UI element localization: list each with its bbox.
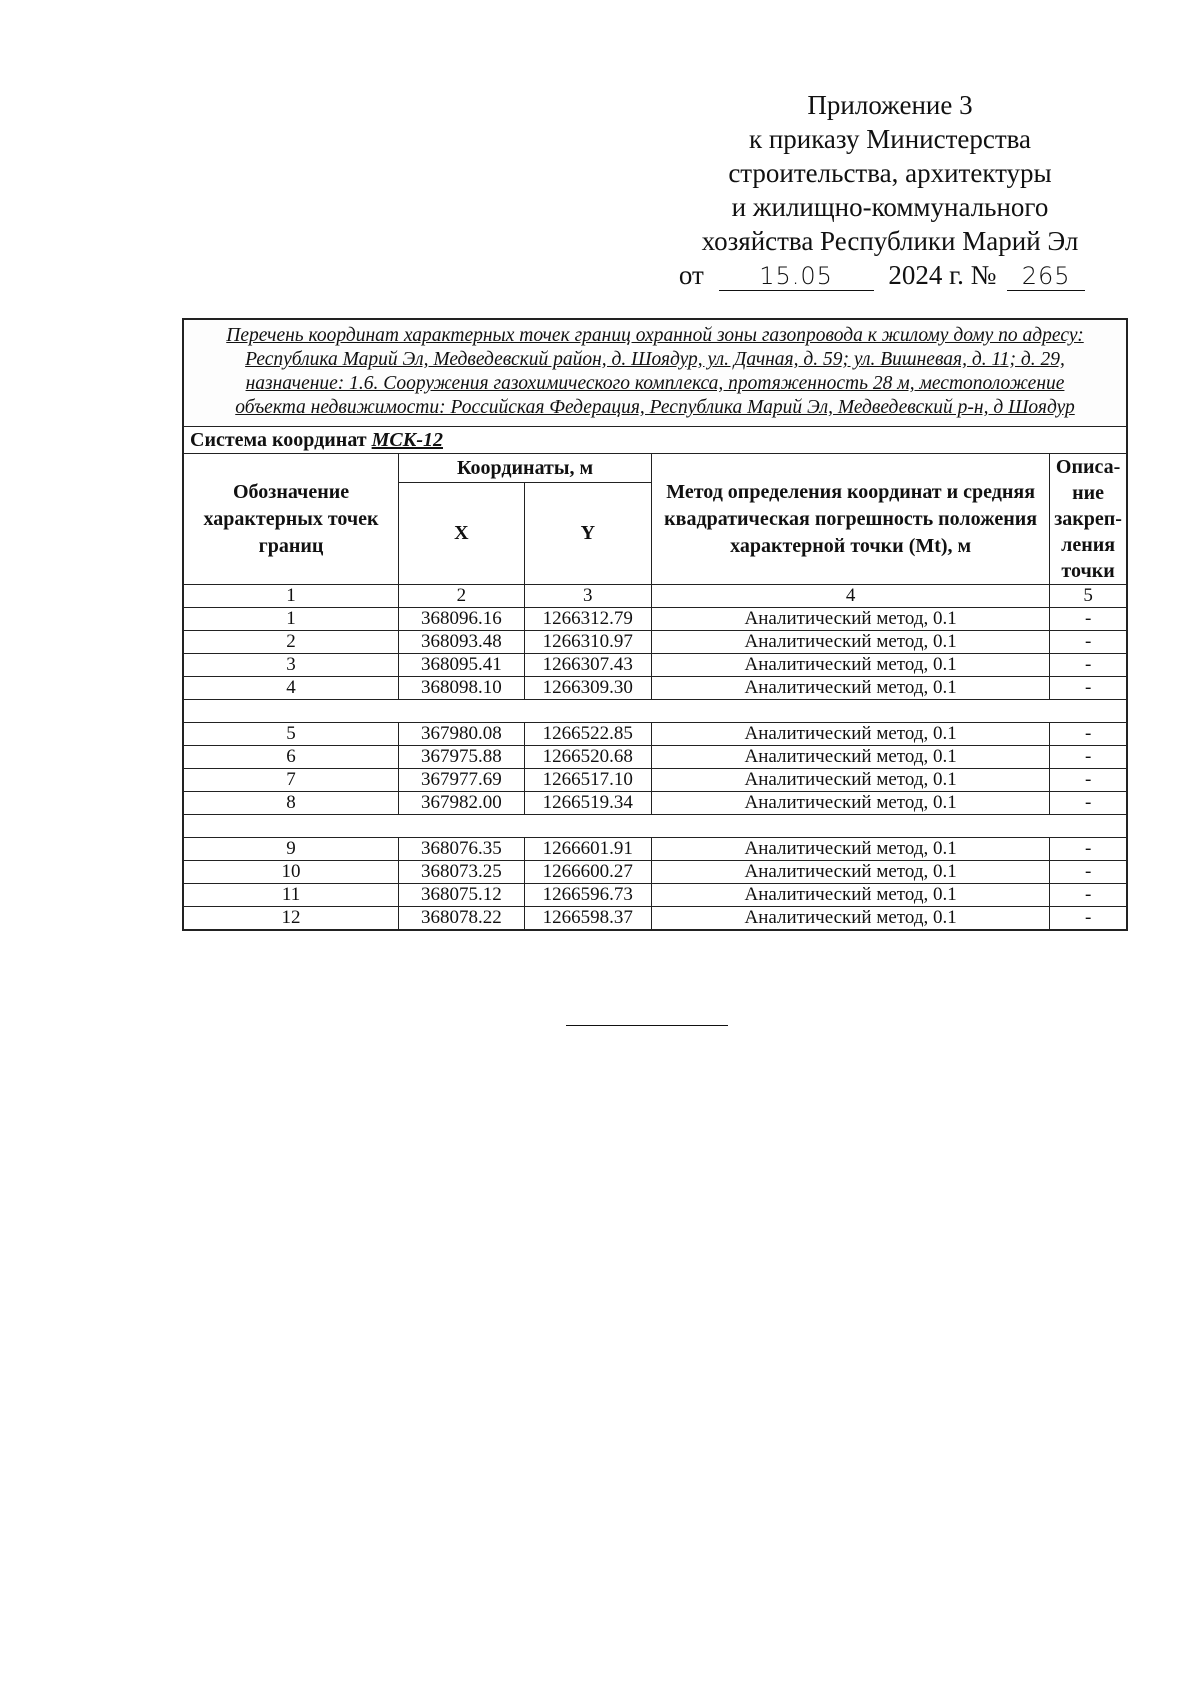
cell-description: - xyxy=(1050,792,1127,815)
cell-description: - xyxy=(1050,769,1127,792)
cell-y: 1266517.10 xyxy=(524,769,652,792)
table-row xyxy=(183,677,1127,700)
cell-y: 1266520.68 xyxy=(524,746,652,769)
header-coordinates: Координаты, м xyxy=(399,454,652,483)
cell-method: Аналитический метод, 0.1 xyxy=(652,631,1050,654)
header-y: Y xyxy=(524,483,652,585)
cell-method: Аналитический метод, 0.1 xyxy=(652,792,1050,815)
cell-x: 367977.69 xyxy=(399,769,524,792)
appendix-line-2: к приказу Министерства xyxy=(748,124,1032,154)
coordinate-system-name: МСК-12 xyxy=(371,428,443,451)
cell-point: 9 xyxy=(183,838,399,861)
cell-description: - xyxy=(1050,884,1127,907)
cell-x: 368073.25 xyxy=(399,861,524,884)
coordinate-system-row xyxy=(183,427,1127,454)
table-row xyxy=(183,792,1127,815)
table-row xyxy=(183,608,1127,631)
cell-x: 368098.10 xyxy=(399,677,524,700)
table-row xyxy=(183,654,1127,677)
cell-description: - xyxy=(1050,677,1127,700)
header-method: Метод определения координат и средняя квадратическая погрешность положения характерной точки (Mt), м xyxy=(652,454,1050,585)
cell-description: - xyxy=(1050,746,1127,769)
cell-method: Аналитический метод, 0.1 xyxy=(652,608,1050,631)
cell-description: - xyxy=(1050,608,1127,631)
table-row xyxy=(183,769,1127,792)
cell-x: 368076.35 xyxy=(399,838,524,861)
cell-x: 367982.00 xyxy=(399,792,524,815)
table-row xyxy=(183,907,1127,931)
cell-y: 1266310.97 xyxy=(524,631,652,654)
cell-x: 367975.88 xyxy=(399,746,524,769)
table-row xyxy=(183,838,1127,861)
cell-point: 6 xyxy=(183,746,399,769)
cell-x: 368095.41 xyxy=(399,654,524,677)
cell-y: 1266598.37 xyxy=(524,907,652,931)
column-number: 2 xyxy=(399,585,524,608)
cell-point: 12 xyxy=(183,907,399,931)
order-date-line xyxy=(624,258,1140,292)
cell-method: Аналитический метод, 0.1 xyxy=(652,884,1050,907)
cell-method: Аналитический метод, 0.1 xyxy=(652,723,1050,746)
cell-description: - xyxy=(1050,654,1127,677)
closing-divider-line xyxy=(566,1025,728,1026)
cell-method: Аналитический метод, 0.1 xyxy=(652,861,1050,884)
cell-point: 10 xyxy=(183,861,399,884)
cell-point: 8 xyxy=(183,792,399,815)
appendix-line-3: строительства, архитектуры xyxy=(728,158,1052,188)
separator-cell xyxy=(183,700,1127,723)
table-row xyxy=(183,884,1127,907)
cell-x: 368093.48 xyxy=(399,631,524,654)
cell-method: Аналитический метод, 0.1 xyxy=(652,907,1050,931)
cell-point: 1 xyxy=(183,608,399,631)
cell-method: Аналитический метод, 0.1 xyxy=(652,769,1050,792)
cell-point: 11 xyxy=(183,884,399,907)
cell-description: - xyxy=(1050,723,1127,746)
table-caption: Перечень координат характерных точек границ охранной зоны газопровода к жилому дому по адресу: Республика Марий Эл, Медведевский район, д. Шоядур, ул. Дачная, д. 59; ул. Вишневая, д. 11; д. 29, назначение: 1.6. Сооружения газохимического комплекса, протяженность 28 м, местоположение объекта недвижимости: Российская Федерация, Республика Марий Эл, Медведевский р-н, д Шоядур xyxy=(183,319,1127,427)
column-number: 3 xyxy=(524,585,652,608)
coordinates-table xyxy=(182,318,1128,931)
cell-method: Аналитический метод, 0.1 xyxy=(652,654,1050,677)
table-row xyxy=(183,861,1127,884)
cell-y: 1266601.91 xyxy=(524,838,652,861)
column-number: 4 xyxy=(652,585,1050,608)
cell-y: 1266596.73 xyxy=(524,884,652,907)
header-description: Описа-ние закреп-ления точки xyxy=(1050,454,1127,585)
table-row xyxy=(183,631,1127,654)
header-designation: Обозначение характерных точек границ xyxy=(183,454,399,585)
column-number: 5 xyxy=(1050,585,1127,608)
cell-point: 4 xyxy=(183,677,399,700)
cell-y: 1266522.85 xyxy=(524,723,652,746)
cell-y: 1266519.34 xyxy=(524,792,652,815)
cell-method: Аналитический метод, 0.1 xyxy=(652,838,1050,861)
cell-point: 3 xyxy=(183,654,399,677)
handwritten-date: 15.05 xyxy=(719,262,874,291)
appendix-line-4: и жилищно-коммунального xyxy=(731,192,1049,222)
cell-x: 368078.22 xyxy=(399,907,524,931)
group-separator-row xyxy=(183,815,1127,838)
column-number-row xyxy=(183,585,1127,608)
cell-point: 2 xyxy=(183,631,399,654)
cell-description: - xyxy=(1050,631,1127,654)
cell-y: 1266312.79 xyxy=(524,608,652,631)
column-number: 1 xyxy=(183,585,399,608)
order-year: 2024 г. № xyxy=(888,260,997,290)
cell-y: 1266307.43 xyxy=(524,654,652,677)
cell-x: 368096.16 xyxy=(399,608,524,631)
coordinate-system-label: Система координат xyxy=(190,428,367,451)
cell-y: 1266600.27 xyxy=(524,861,652,884)
cell-description: - xyxy=(1050,861,1127,884)
cell-point: 5 xyxy=(183,723,399,746)
appendix-line-1: Приложение 3 xyxy=(807,90,973,120)
cell-method: Аналитический метод, 0.1 xyxy=(652,746,1050,769)
table-row xyxy=(183,746,1127,769)
cell-description: - xyxy=(1050,907,1127,931)
cell-x: 368075.12 xyxy=(399,884,524,907)
cell-x: 367980.08 xyxy=(399,723,524,746)
cell-y: 1266309.30 xyxy=(524,677,652,700)
appendix-line-5: хозяйства Республики Марий Эл xyxy=(701,226,1079,256)
cell-description: - xyxy=(1050,838,1127,861)
appendix-header xyxy=(640,88,1140,292)
cell-point: 7 xyxy=(183,769,399,792)
cell-method: Аналитический метод, 0.1 xyxy=(652,677,1050,700)
group-separator-row xyxy=(183,700,1127,723)
table-row xyxy=(183,723,1127,746)
header-x: X xyxy=(399,483,524,585)
date-prefix: от xyxy=(678,260,704,290)
handwritten-order-number: 265 xyxy=(1007,262,1085,291)
separator-cell xyxy=(183,815,1127,838)
